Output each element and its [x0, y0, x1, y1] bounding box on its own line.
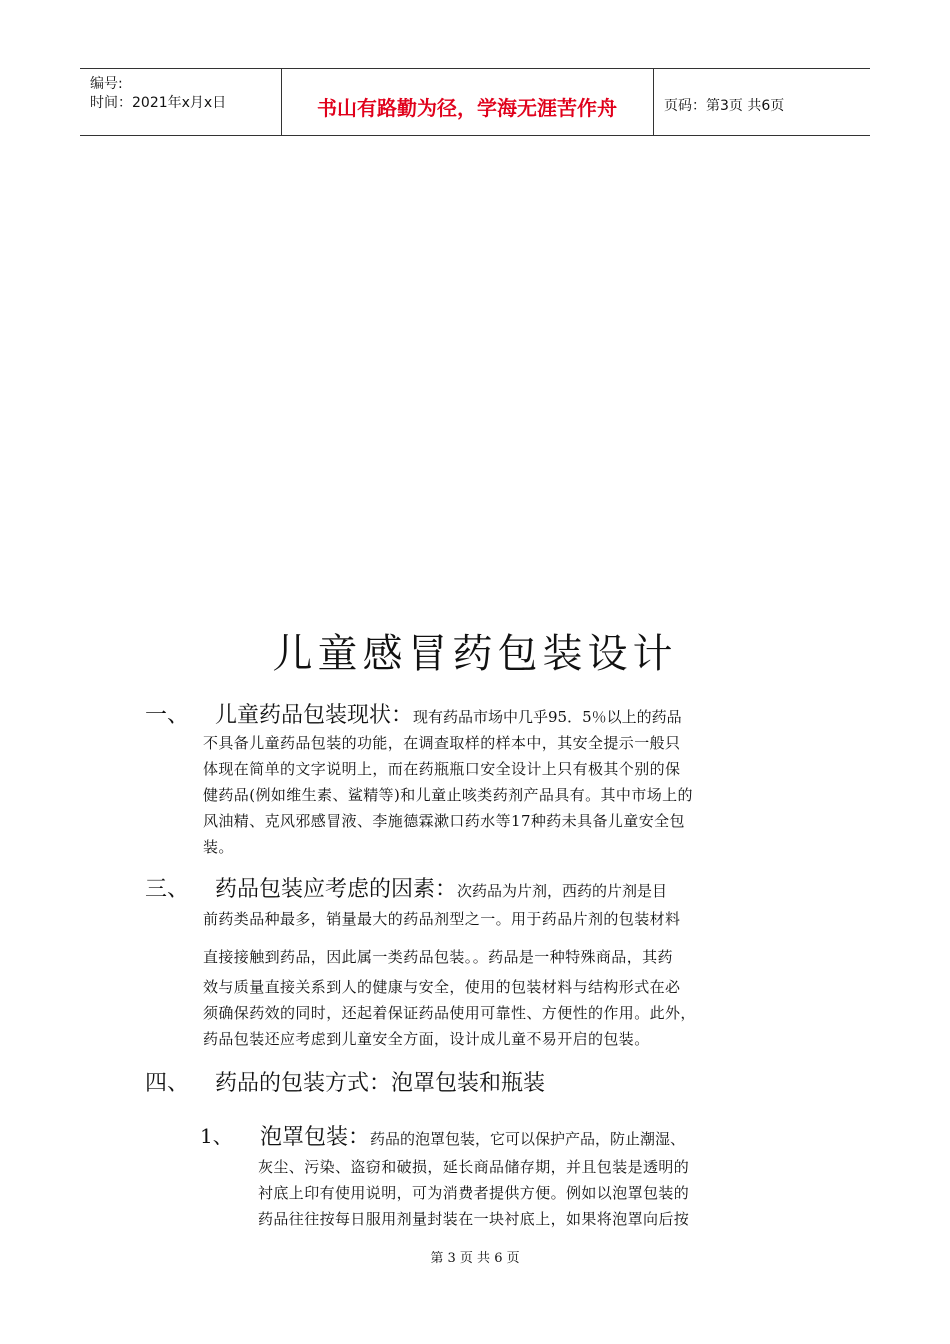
section-number: 四、 — [145, 1071, 190, 1096]
header-divider-right — [653, 68, 654, 136]
paragraph-line: 灰尘、污染、盗窃和破损，延长商品储存期，并且包装是透明的 — [258, 1158, 690, 1176]
paragraph-line: 风油精、克风邪感冒液、李施德霖漱口药水等17种药未具备儿童安全包 — [203, 812, 685, 830]
subsection-number: 1、 — [200, 1124, 233, 1148]
document-title: 儿童感冒药包装设计 — [272, 631, 678, 677]
paragraph-line: 药品包装还应考虑到儿童安全方面，设计成儿童不易开启的包装。 — [203, 1030, 650, 1048]
header-page-code: 页码：第3页 共6页 — [664, 98, 785, 114]
section-lead-text: 现有药品市场中几乎95．5％以上的药品 — [413, 708, 682, 726]
section-heading — [215, 872, 667, 903]
paragraph-line: 须确保药效的同时，还起着保证药品使用可靠性、方便性的作用。此外， — [203, 1004, 696, 1022]
section-number: 三、 — [145, 877, 190, 902]
section-paragraph — [203, 906, 696, 1052]
section-paragraph — [203, 730, 693, 860]
section-heading-text: 药品包装应考虑的因素： — [215, 877, 458, 902]
paragraph-line: 不具备儿童药品包装的功能，在调查取样的样本中，其安全提示一般只 — [203, 734, 681, 752]
paragraph-line: 药品往往按每日服用剂量封装在一块衬底上，如果将泡罩向后按 — [258, 1210, 690, 1228]
paragraph-line: 前药类品种最多，销量最大的药品剂型之一。用于药品片剂的包装材料 — [203, 910, 681, 928]
paragraph-line: 装。 — [203, 838, 234, 856]
subsection-heading-text: 泡罩包装： — [260, 1125, 371, 1150]
subsection-lead-text: 药品的泡罩包装，它可以保护产品，防止潮湿、 — [370, 1130, 686, 1148]
section-heading — [215, 698, 682, 729]
paragraph-line: 体现在简单的文字说明上，而在药瓶瓶口安全设计上只有极其个别的保 — [203, 760, 681, 778]
section-lead-text: 次药品为片剂，西药的片剂是目 — [457, 882, 668, 900]
header-top-rule — [80, 68, 870, 69]
header-time-label: 时间：2021年x月x日 — [90, 95, 227, 111]
paragraph-line: 直接接触到药品，因此属一类药品包装。。药品是一种特殊商品，其药 — [203, 948, 673, 966]
page-footer: 第 3 页 共 6 页 — [430, 1251, 520, 1266]
section-heading: 药品的包装方式：泡罩包装和瓶装 — [215, 1071, 546, 1096]
header-number-label: 编号: — [90, 76, 123, 92]
paragraph-line: 衬底上印有使用说明，可为消费者提供方便。例如以泡罩包装的 — [258, 1184, 690, 1202]
section-heading-text: 儿童药品包装现状： — [215, 703, 414, 728]
section-number: 一、 — [145, 703, 190, 728]
subsection-heading — [260, 1120, 685, 1151]
subsection-paragraph — [258, 1154, 689, 1232]
header-motto: 书山有路勤为径，学海无涯苦作舟 — [317, 96, 617, 120]
header-bottom-rule — [80, 135, 870, 136]
paragraph-line: 效与质量直接关系到人的健康与安全，使用的包装材料与结构形式在必 — [203, 978, 681, 996]
paragraph-line: 健药品(例如维生素、鲨精等)和儿童止咳类药剂产品具有。其中市场上的 — [203, 786, 693, 804]
